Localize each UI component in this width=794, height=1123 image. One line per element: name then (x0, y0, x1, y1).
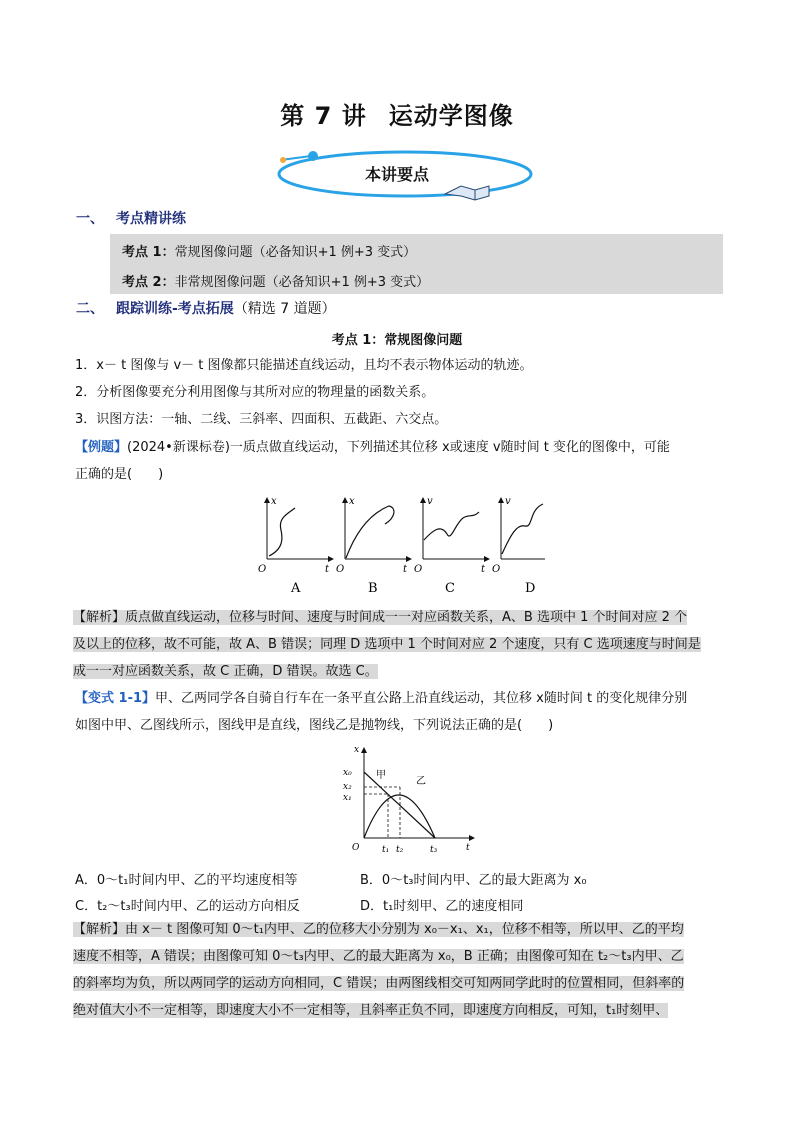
option-c: C．t₂～t₃时间内甲、乙的运动方向相反 (75, 899, 300, 914)
graph2-ylabel: x (354, 745, 360, 755)
point-1: 1．x－ t 图像与 v－ t 图像都只能描述直线运动，且均不表示物体运动的轨迹。 (75, 358, 533, 373)
section-2-number: 二、 (76, 301, 104, 317)
label-jia: 甲 (376, 770, 386, 781)
tick-t3: t₃ (430, 845, 438, 855)
graph-a-label: A (291, 581, 301, 596)
graph-c (414, 496, 489, 596)
book-icon (445, 186, 489, 200)
example-question-line-2: 正确的是( ) (75, 467, 164, 482)
graph-b-label: B (368, 581, 378, 596)
graph-a-xlabel: t (325, 564, 330, 575)
tick-x2: x₂ (343, 782, 352, 792)
graph-a-origin: O (258, 564, 267, 575)
point-2: 2．分析图像要充分利用图像与其所对应的物理量的函数关系。 (75, 385, 435, 400)
graph-b-ylabel: x (349, 496, 355, 507)
option-a: A．0～t₁时间内甲、乙的平均速度相等 (75, 873, 298, 888)
analysis-2-line-2: 速度不相等，A 错误；由图像可知 0～t₃内甲、乙的最大距离为 x₀，B 正确；由图像可知在 t₂～t₃内甲、乙 (73, 949, 684, 964)
graph-c-ylabel: v (427, 496, 433, 507)
keypoint-2: 考点 2：非常规图像问题（必备知识+1 例+3 变式） (122, 275, 430, 290)
section-1-number: 一、 (76, 211, 104, 227)
graph2-origin: O (352, 843, 360, 853)
analysis-2-line-3: 的斜率均为负，所以两同学的运动方向相同，C 错误；由两图线相交可知两同学此时的位置相同，但斜率的 (73, 976, 685, 991)
tick-t1: t₁ (382, 845, 390, 855)
section-1-heading (76, 208, 186, 228)
keypoint-1: 考点 1：常规图像问题（必备知识+1 例+3 变式） (122, 245, 417, 260)
variant-graph (340, 742, 480, 860)
tick-x0: x₀ (343, 768, 352, 778)
tick-t2: t₂ (396, 845, 404, 855)
graph-a-ylabel: x (271, 496, 277, 507)
tick-x1: x₁ (343, 793, 352, 803)
analysis-1-line-2: 及以上的位移，故不可能，故 A、B 错误；同理 D 选项中 1 个时间对应 2 个速度，只有 C 选项速度与时间是 (73, 637, 701, 652)
page-title (0, 96, 794, 131)
graph-d-ylabel: v (505, 496, 511, 507)
curve-yi (364, 795, 435, 838)
section-2-label: 跟踪训练-考点拓展 (116, 301, 234, 317)
lecture-topic: 运动学图像 (388, 102, 514, 130)
graph-c-xlabel: t (481, 564, 486, 575)
topic-heading: 考点 1：常规图像问题 (331, 333, 463, 348)
section-2-note: （精选 7 道题） (233, 301, 336, 317)
variant-question-line-2: 如图中甲、乙图线所示，图线甲是直线，图线乙是抛物线，下列说法正确的是( ) (75, 718, 554, 733)
variant-question-line-1: 【变式 1-1】甲、乙两同学各自骑自行车在一条平直公路上沿直线运动，其位移 x随时间 t 的变化规律分别 (75, 691, 688, 706)
graph-d-origin: O (492, 564, 501, 575)
graph-b-origin: O (336, 564, 345, 575)
analysis-1-line-3: 成一一对应函数关系，故 C 正确，D 错误。故选 C。 (73, 664, 378, 679)
option-d: D．t₁时刻甲、乙的速度相同 (360, 899, 524, 914)
analysis-1-line-1: 【解析】质点做直线运动，位移与时间、速度与时间成一一对应函数关系，A、B 选项中 1 个时间对应 2 个 (73, 610, 688, 625)
section-1-label: 考点精讲练 (116, 211, 186, 227)
analysis-2-line-1: 【解析】由 x－ t 图像可知 0～t₁内甲、乙的位移大小分别为 x₀－x₁、x₁，位移不相等，所以甲、乙的平均 (73, 922, 684, 937)
example-graphs (255, 494, 545, 599)
graph-c-label: C (445, 581, 455, 596)
graph-a (258, 496, 333, 596)
analysis-1 (73, 604, 723, 685)
graph-b (336, 496, 411, 596)
label-yi: 乙 (416, 776, 426, 787)
analysis-2-line-4: 绝对值大小不一定相等，即速度大小不一定相等，且斜率正负不同，即速度方向相反，可知，t₁时刻甲、 (73, 1003, 669, 1018)
section-2-heading (76, 298, 336, 318)
banner-label: 本讲要点 (364, 165, 429, 184)
graph-d-label: D (525, 581, 536, 596)
graph-c-origin: O (414, 564, 423, 575)
analysis-2 (73, 916, 723, 1024)
example-question-line-1: 【例题】(2024•新课标卷)一质点做直线运动，下列描述其位移 x或速度 v随时间 t 变化的图像中，可能 (75, 440, 670, 455)
variant-tag: 【变式 1-1】 (75, 691, 156, 706)
lecture-number: 第 7 讲 (280, 102, 367, 130)
example-tag: 【例题】 (75, 440, 128, 455)
point-3: 3．识图方法：一轴、二线、三斜率、四面积、五截距、六交点。 (75, 412, 448, 427)
option-b: B．0～t₃时间内甲、乙的最大距离为 x₀ (360, 873, 587, 888)
graph-b-xlabel: t (403, 564, 408, 575)
graph2-xlabel: t (466, 843, 470, 853)
graph-d (492, 496, 545, 596)
